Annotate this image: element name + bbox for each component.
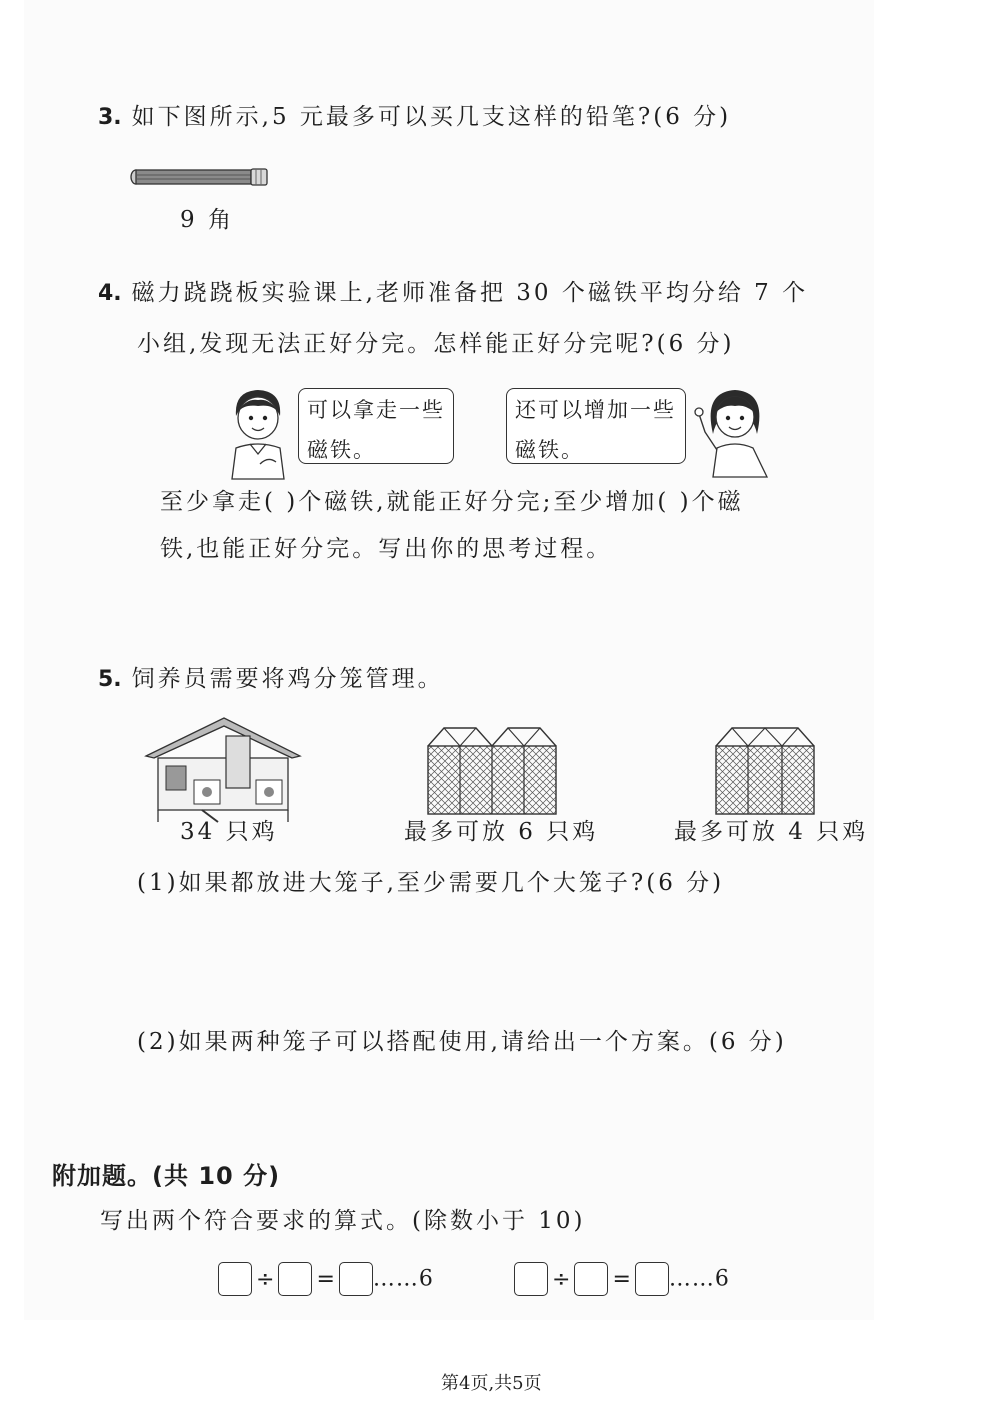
question-5-part-2: (2)如果两种笼子可以搭配使用,请给出一个方案。(6 分) bbox=[137, 1029, 787, 1055]
pencil-icon bbox=[130, 166, 270, 188]
bubble-line: 可以拿走一些 bbox=[307, 398, 445, 422]
bubble-line: 磁铁。 bbox=[515, 437, 584, 462]
answer-box[interactable] bbox=[278, 1262, 312, 1296]
question-number: 5. bbox=[98, 667, 122, 692]
big-cage-icon bbox=[424, 726, 560, 818]
big-cage-label: 最多可放 6 只鸡 bbox=[404, 819, 599, 845]
question-3 bbox=[98, 104, 731, 132]
question-number: 4. bbox=[98, 281, 122, 306]
bubble-line: 磁铁。 bbox=[307, 437, 376, 462]
question-text: 如下图所示,5 元最多可以买几支这样的铅笔?(6 分) bbox=[131, 104, 732, 130]
boy-speech-bubble bbox=[298, 388, 454, 464]
small-cage-icon bbox=[712, 726, 818, 818]
question-text: 磁力跷跷板实验课上,老师准备把 30 个磁铁平均分给 7 个 bbox=[131, 280, 809, 306]
answer-box[interactable] bbox=[218, 1262, 252, 1296]
chicken-house-icon bbox=[144, 714, 304, 824]
pencil-price: 9 角 bbox=[180, 207, 234, 233]
question-5-part-1: (1)如果都放进大笼子,至少需要几个大笼子?(6 分) bbox=[137, 870, 725, 896]
question-4-fill-line1: 至少拿走( )个磁铁,就能正好分完;至少增加( )个磁 bbox=[160, 489, 744, 515]
girl-illustration bbox=[695, 384, 775, 479]
question-5 bbox=[98, 666, 444, 694]
bonus-instruction: 写出两个符合要求的算式。(除数小于 10) bbox=[100, 1208, 586, 1234]
exam-paper bbox=[24, 0, 874, 1320]
page-footer: 第4页,共5页 bbox=[441, 1373, 542, 1394]
chicken-house-label: 34 只鸡 bbox=[180, 819, 278, 845]
question-4-line2: 小组,发现无法正好分完。怎样能正好分完呢?(6 分) bbox=[137, 331, 735, 357]
question-number: 3. bbox=[98, 105, 122, 130]
divide-sign: ÷ bbox=[256, 1266, 275, 1292]
bubble-line: 还可以增加一些 bbox=[515, 398, 676, 422]
answer-box[interactable] bbox=[514, 1262, 548, 1296]
question-text: 饲养员需要将鸡分笼管理。 bbox=[131, 666, 444, 692]
remainder: ……6 bbox=[668, 1266, 730, 1292]
question-4-line1 bbox=[98, 280, 808, 308]
answer-box[interactable] bbox=[339, 1262, 373, 1296]
bonus-heading: 附加题。(共 10 分) bbox=[52, 1162, 281, 1190]
answer-box[interactable] bbox=[574, 1262, 608, 1296]
equals-sign: = bbox=[612, 1266, 631, 1292]
division-equation-2 bbox=[514, 1262, 730, 1296]
remainder: ……6 bbox=[372, 1266, 434, 1292]
answer-box[interactable] bbox=[635, 1262, 669, 1296]
girl-speech-bubble bbox=[506, 388, 686, 464]
small-cage-label: 最多可放 4 只鸡 bbox=[674, 819, 869, 845]
question-4-fill-line2: 铁,也能正好分完。写出你的思考过程。 bbox=[160, 536, 613, 562]
boy-illustration bbox=[224, 386, 294, 481]
equals-sign: = bbox=[316, 1266, 335, 1292]
divide-sign: ÷ bbox=[552, 1266, 571, 1292]
division-equation-1 bbox=[218, 1262, 434, 1296]
